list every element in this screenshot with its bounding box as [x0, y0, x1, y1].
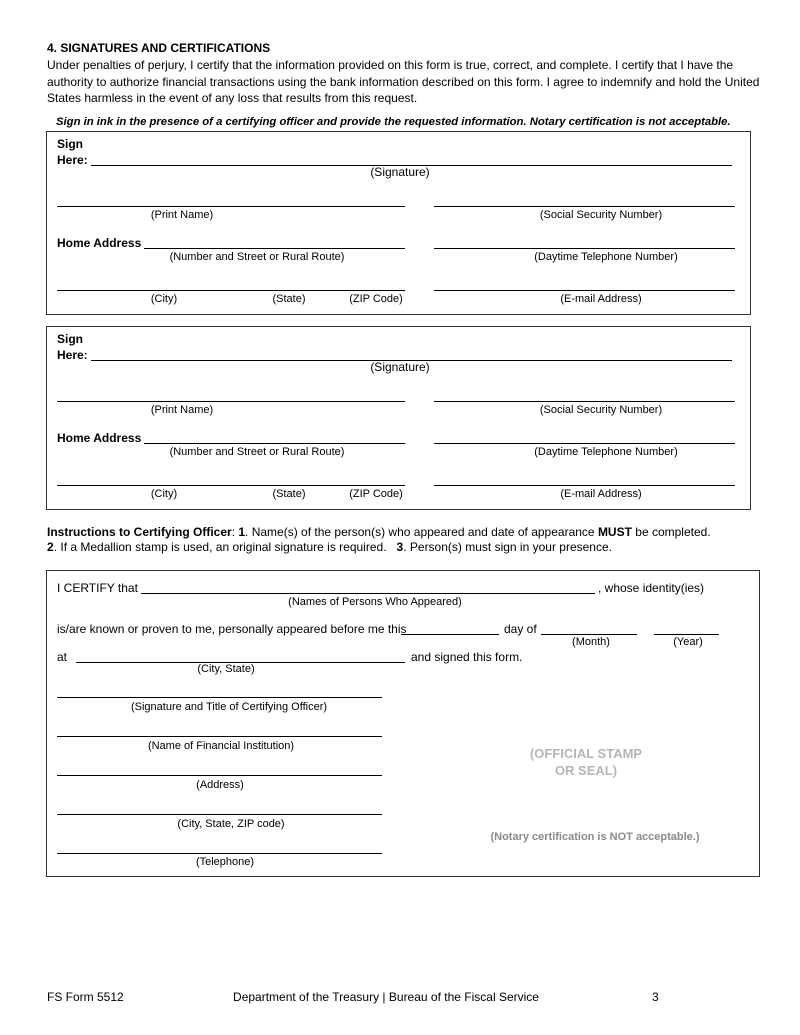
street-field[interactable]	[144, 248, 405, 249]
here-label: Here:	[57, 153, 88, 167]
city-state-zip-caption: (City, State, ZIP code)	[177, 818, 285, 830]
known-label: is/are known or proven to me, personally appeared before me this	[57, 622, 407, 636]
officer-instructions-line-2	[47, 540, 612, 554]
here-label: Here:	[57, 348, 88, 362]
signing-instruction: Sign in ink in the presence of a certifying officer and provide the requested information. Notary certification is not acceptable.	[56, 116, 731, 128]
item-number: 1	[238, 525, 246, 539]
ssn-caption: (Social Security Number)	[539, 404, 663, 416]
city-state-zip-field[interactable]	[57, 485, 405, 486]
city-caption: (City)	[150, 488, 178, 500]
city-state-caption: (City, State)	[197, 663, 255, 675]
at-label: at	[57, 650, 68, 664]
names-caption: (Names of Persons Who Appeared)	[288, 596, 462, 608]
stamp-text: (OFFICIAL STAMP	[529, 746, 643, 761]
officer-instructions-label: Instructions to Certifying Officer	[47, 525, 232, 539]
zip-caption: (ZIP Code)	[349, 488, 403, 500]
city-state-zip-field[interactable]	[57, 814, 382, 815]
year-caption: (Year)	[673, 636, 703, 648]
address-field[interactable]	[57, 775, 382, 776]
ssn-field[interactable]	[434, 401, 735, 402]
whose-identity-label: , whose identity(ies)	[598, 581, 705, 595]
email-field[interactable]	[434, 290, 735, 291]
city-caption: (City)	[150, 293, 178, 305]
sign-label: Sign	[57, 137, 83, 151]
email-caption: (E-mail Address)	[560, 488, 642, 500]
item-number: 3	[396, 540, 404, 554]
email-field[interactable]	[434, 485, 735, 486]
state-caption: (State)	[272, 293, 306, 305]
institution-caption: (Name of Financial Institution)	[147, 740, 295, 752]
day-of-label: day of	[504, 622, 537, 636]
instruction-text: be completed.	[631, 525, 711, 539]
day-field[interactable]	[401, 634, 499, 635]
state-caption: (State)	[272, 488, 306, 500]
phone-field[interactable]	[434, 248, 735, 249]
instruction-text: . Person(s) must sign in your presence.	[403, 540, 612, 554]
certification-paragraph: Under penalties of perjury, I certify that the information provided on this form is true, correct, and complete. I certify that I have the authority to authorize financial transactions using the bank information described on this form. I agree to indemnify and hold the United States harmless in the event of any loss that results from this request.	[47, 58, 760, 105]
address-caption: (Address)	[196, 779, 244, 791]
phone-field[interactable]	[434, 443, 735, 444]
footer-department: Department of the Treasury | Bureau of the Fiscal Service	[233, 990, 539, 1004]
home-address-label: Home Address	[57, 431, 142, 445]
print-name-caption: (Print Name)	[150, 404, 214, 416]
officer-instructions-line-1: Instructions to Certifying Officer: 1. Name(s) of the person(s) who appeared and date of appearance MUST be completed.	[47, 525, 711, 539]
officer-signature-field[interactable]	[57, 697, 382, 698]
telephone-field[interactable]	[57, 853, 382, 854]
notary-note: (Notary certification is NOT acceptable.)	[490, 831, 700, 843]
sign-label: Sign	[57, 332, 83, 346]
institution-field[interactable]	[57, 736, 382, 737]
officer-signature-caption: (Signature and Title of Certifying Officer)	[130, 701, 328, 713]
official-stamp-area	[530, 745, 642, 779]
print-name-field[interactable]	[57, 206, 405, 207]
ssn-caption: (Social Security Number)	[539, 209, 663, 221]
signature-caption: (Signature)	[370, 165, 430, 179]
signature-caption: (Signature)	[370, 360, 430, 374]
year-field[interactable]	[654, 634, 719, 635]
stamp-text: OR SEAL)	[554, 763, 618, 778]
footer-page-number: 3	[652, 990, 659, 1004]
month-caption: (Month)	[572, 636, 610, 648]
item-number: 2	[47, 540, 54, 554]
zip-caption: (ZIP Code)	[349, 293, 403, 305]
must-emphasis: MUST	[597, 525, 632, 539]
email-caption: (E-mail Address)	[560, 293, 642, 305]
ssn-field[interactable]	[434, 206, 735, 207]
footer-form-number: FS Form 5512	[47, 990, 124, 1004]
telephone-caption: (Telephone)	[195, 856, 255, 868]
i-certify-label: I CERTIFY that	[57, 581, 138, 595]
signer-block-2	[46, 326, 751, 510]
instruction-text: . Name(s) of the person(s) who appeared and date of appearance	[245, 525, 598, 539]
section-heading: 4. SIGNATURES AND CERTIFICATIONS	[47, 41, 271, 55]
phone-caption: (Daytime Telephone Number)	[534, 446, 678, 458]
phone-caption: (Daytime Telephone Number)	[534, 251, 678, 263]
signed-label: and signed this form.	[411, 650, 523, 664]
city-state-zip-field[interactable]	[57, 290, 405, 291]
home-address-label: Home Address	[57, 236, 142, 250]
street-caption: (Number and Street or Rural Route)	[169, 251, 345, 263]
print-name-caption: (Print Name)	[150, 209, 214, 221]
month-field[interactable]	[541, 634, 637, 635]
street-field[interactable]	[144, 443, 405, 444]
instruction-text: . If a Medallion stamp is used, an original signature is required.	[53, 540, 397, 554]
certification-box	[46, 570, 760, 877]
print-name-field[interactable]	[57, 401, 405, 402]
names-field[interactable]	[141, 593, 595, 594]
street-caption: (Number and Street or Rural Route)	[169, 446, 345, 458]
signer-block-1	[46, 131, 751, 315]
